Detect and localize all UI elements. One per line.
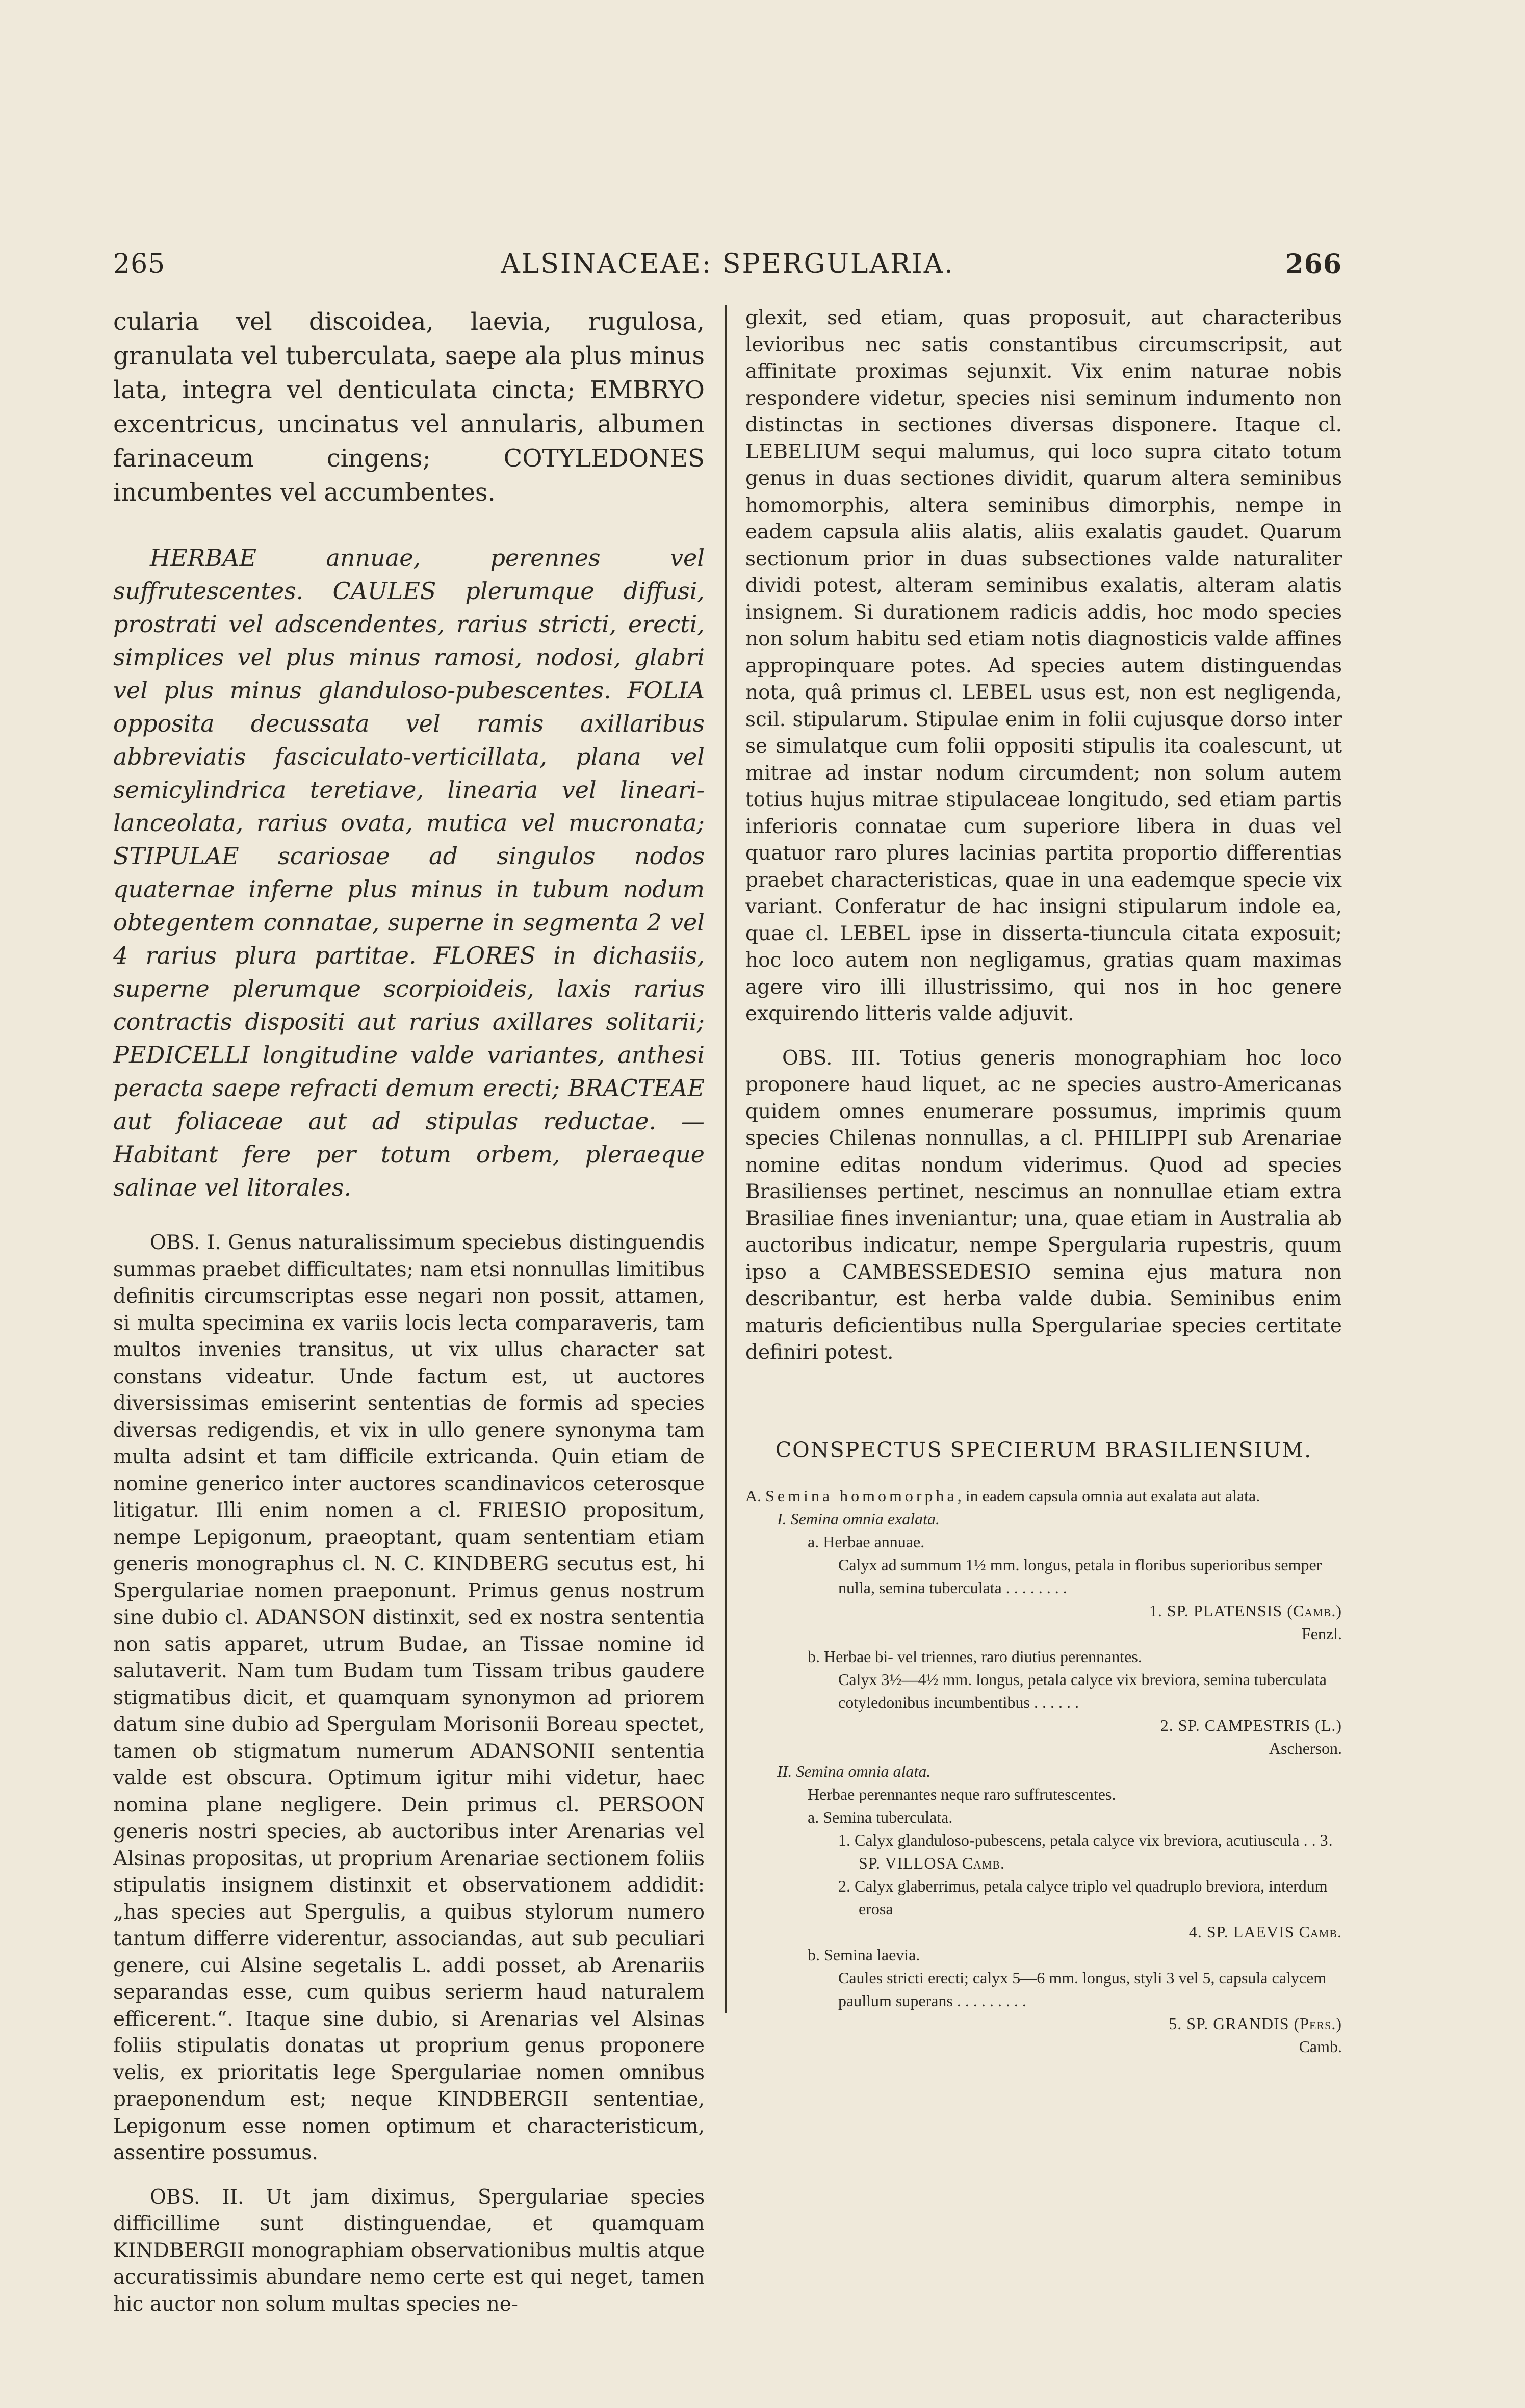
key-entry-4: 2. Calyx glaberrimus, petala calyce triplo vel quadruplo breviora, interdum erosa 4. SP. LAEVIS Camb. — [745, 1875, 1342, 1944]
key-section-a: A. Semina homomorpha, in eadem capsula omnia aut exalata aut alata. — [745, 1486, 1260, 1505]
key-entry-3: 1. Calyx glanduloso-pubescens, petala calyce vix breviora, acutiuscula . . 3. SP. VILLOSA Camb. — [838, 1830, 1333, 1872]
species-4: 4. SP. LAEVIS Camb. — [1188, 1922, 1342, 1941]
page-number-left: 265 — [113, 249, 166, 279]
key-section-ii: II. Semina omnia alata. — [777, 1762, 931, 1780]
species-1: 1. SP. PLATENSIS (Camb.) — [1149, 1601, 1342, 1620]
key-entry-2: Calyx 3½—4½ mm. longus, petala calyce vix breviora, semina tuberculata cotyledonibus incumbentibus . . . . . . 2. SP. CAMPESTRIS (L.) Ascherson. — [838, 1670, 1342, 1757]
right-column — [745, 305, 1342, 2058]
habit-description: HERBAE annuae, perennes vel suffrutescentes. CAULES plerumque diffusi, prostrati vel adscendentes, rarius stricti, erecti, simplices vel plus minus ramosi, nodosi, glabri vel plus minus glanduloso-pubescentes. FOLIA opposita decussata vel ramis axillaribus abbreviatis fasciculato-verticillata, plana vel semicylindrica teretiave, linearia vel lineari-lanceolata, rarius ovata, mutica vel mucronata; STIPULAE scariosae ad singulos nodos quaternae inferne plus minus in tubum nodum obtegentem connatae, superne in segmenta 2 vel 4 rarius plura partitae. FLORES in dichasiis, superne plerumque scorpioideis, laxis rarius contractis dispositi aut rarius axillares solitarii; PEDICELLI longitudine valde variantes, anthesi peracta saepe refracti demum erecti; BRACTEAE aut foliaceae aut ad stipulas reductae. — Habitant fere per totum orbem, pleraeque salinae vel litorales. — [113, 544, 705, 1201]
conspectus-title: CONSPECTUS SPECIERUM BRASILIENSIUM. — [775, 1437, 1312, 1462]
key-entry-1: Calyx ad summum 1½ mm. longus, petala in floribus superioribus semper nulla, semina tuberculata . . . . . . . . 1. SP. PLATENSIS (Camb.) Fenzl. — [838, 1555, 1342, 1643]
key-section-ia: a. Herbae annuae. — [808, 1532, 925, 1551]
column-divider — [725, 305, 727, 2013]
page-number-right: 266 — [1285, 249, 1342, 280]
running-header — [113, 249, 1342, 290]
left-column — [113, 305, 705, 2318]
observation-2: OBS. II. Ut jam diximus, Spergulariae species difficillime sunt distinguendae, et quamquam KINDBERGII monographiam observationibus multis atque accuratissimis abundare nemo certe est qui neget, tamen hic auctor non solum multas species ne- — [113, 2185, 705, 2316]
species-2: 2. SP. CAMPESTRIS (L.) — [1160, 1716, 1342, 1734]
continuation-paragraph: glexit, sed etiam, quas proposuit, aut characteribus levioribus nec satis constantibus circumscripsit, aut affinitate proximas sejunxit. Vix enim naturae nobis respondere videtur, species nisi seminum indumento non distinctas in sectiones diversas disponere. Itaque cl. LEBELIUM sequi malumus, qui loco supra citato totum genus in duas sectiones dividit, quarum altera seminibus homomorphis, altera seminibus dimorphis, nempe in eadem capsula aliis alatis, aliis exalatis gaudet. Quarum sectionum prior in duas subsectiones valde naturaliter dividi potest, alteram seminibus exalatis, alteram alatis insignem. Si durationem radicis addis, hoc modo species non solum habitu sed etiam notis diagnosticis valde affines appropinquare potes. Ad species autem distinguendas nota, quâ primus cl. LEBEL usus est, non est negligenda, scil. stipularum. Stipulae enim in folii cujusque dorso inter se simulatque cum folii oppositi stipulis ita coalescunt, ut mitrae ad instar nodum circumdent; non solum autem totius hujus mitrae stipulaceae longitudo, sed etiam partis inferioris connatae cum superiore libera in duas vel quatuor raro plures lacinias partita proportio differentias praebet characteristicas, quae in una eademque specie vix variant. Conferatur de hac insigni stipularum indole ea, quae cl. LEBEL ipse in disserta-tiuncula citata exposuit; hoc loco autem non negligamus, gratias quam maximas agere viro illi illustrissimo, qui nos in hoc genere exquirendo litteris valde adjuvit. — [745, 306, 1342, 1025]
species-3: 3. SP. VILLOSA Camb. — [859, 1830, 1333, 1872]
species-5: 5. SP. GRANDIS (Pers.) — [1169, 2014, 1342, 2033]
key-section-i: I. Semina omnia exalata. — [777, 1509, 940, 1528]
observation-3: OBS. III. Totius generis monographiam hoc loco proponere haud liquet, ac ne species austro-Americanas quidem omnes enumerare possumus, imprimis quum species Chilenas nonnullas, a cl. PHILIPPI sub Arenariae nomine editas nondum viderimus. Quod ad species Brasilienses pertinet, nescimus an nonnullae etiam extra Brasiliae fines inveniantur; una, quae etiam in Australia ab auctoribus indicatur, nempe Spergularia rupestris, quum ipso a CAMBESSEDESIO semina ejus matura non describantur, est herba valde dubia. Seminibus enim maturis deficientibus nulla Spergulariae species certitate definiri potest. — [745, 1046, 1342, 1364]
key-section-iia: a. Semina tuberculata. — [808, 1807, 953, 1826]
key-section-ii-sub: Herbae perennantes neque raro suffrutescentes. — [808, 1784, 1116, 1803]
species-key — [745, 1485, 1342, 2058]
intro-paragraph: cularia vel discoidea, laevia, rugulosa, granulata vel tuberculata, saepe ala plus minus lata, integra vel denticulata cincta; EMBRYO excentricus, uncinatus vel annularis, albumen farinaceum cingens; COTYLEDONES incumbentes vel accumbentes. — [113, 307, 705, 507]
observation-1: OBS. I. Genus naturalissimum speciebus distinguendis summas praebet difficultates; nam etsi nonnullas limitibus definitis circumscriptas esse negari non possit, attamen, si multa specimina ex variis locis lecta comparaveris, tam multos invenies transitus, ut vix ullus character sat constans videatur. Unde factum est, ut auctores diversissimas emiserint sententias de formis ad species diversas redigendis, et vix in ullo genere synonyma tam multa adsint et tam difficile extricanda. Quin etiam de nomine generico inter auctores scandinavicos ceterosque litigatur. Illi enim nomen a cl. FRIESIO propositum, nempe Lepigonum, praeoptant, quam sententiam etiam generis monographus cl. N. C. KINDBERG secutus est, hi Spergulariae nomen praeponunt. Primus genus nostrum sine dubio cl. ADANSON distinxit, sed ex nostra sententia non satis apparet, utrum Budae, an Tissae nomine id salutaverit. Nam tum Budam tum Tissam tribus gaudere stigmatibus dicit, et quamquam synonymon ad priorem datum sine dubio ad Spergulam Morisonii Boreau spectet, tamen ob stigmatum numerum ADANSONII sententia valde est obscura. Optimum igitur mihi videtur, haec nomina plane negligere. Dein primus cl. PERSOON generis nostri species, ab auctoribus inter Arenarias vel Alsinas propositas, ut proprium Arenariae sectionem foliis stipulatis insignem distinxit et observationem addidit: „has species aut Spergulis, a quibus stylorum numero tantum differre viderentur, associandas, aut sub peculiari genere, cui Alsine segetalis L. addi posset, ab Arenariis separandas esse, cum quibus serierm haud naturalem efficerent.“. Itaque sine dubio, si Arenarias vel Alsinas foliis stipulatis donatas ut proprium genus proponere velis, ex prioritatis lege Spergulariae nomen omnibus praeponendum est; neque KINDBERGII sententiae, Lepigonum esse nomen optimum et characteristicum, assentire possumus. — [113, 1231, 705, 2164]
key-section-iib: b. Semina laevia. — [808, 1945, 920, 1964]
key-section-ib: b. Herbae bi- vel triennes, raro diutius perennantes. — [808, 1647, 1142, 1666]
running-title: ALSINACEAE: SPERGULARIA. — [501, 249, 954, 279]
key-entry-5: Caules stricti erecti; calyx 5—6 mm. longus, styli 3 vel 5, capsula calycem paullum superans . . . . . . . . . 5. SP. GRANDIS (Pers.) Camb. — [838, 1968, 1342, 2056]
